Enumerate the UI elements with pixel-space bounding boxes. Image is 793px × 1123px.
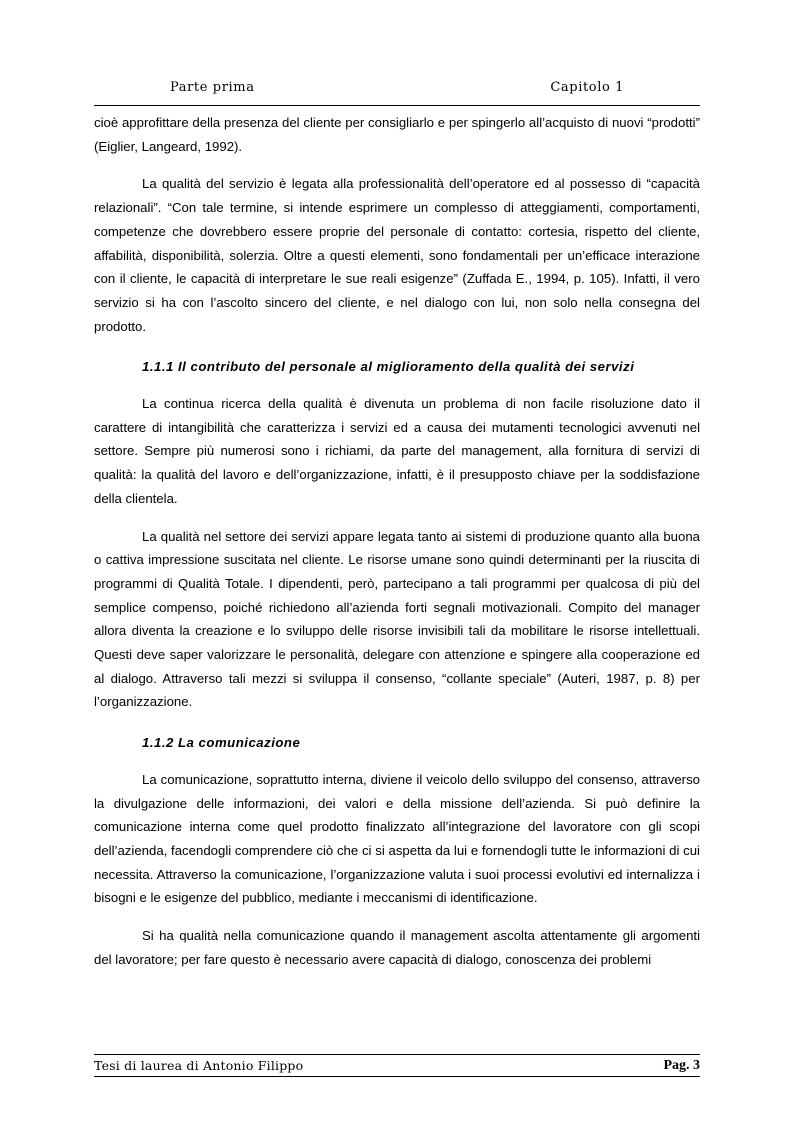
page-body	[94, 111, 700, 972]
paragraph: La continua ricerca della qualità è divenuta un problema di non facile risoluzione dato il carattere di intangibilità che caratterizza i servizi ed a causa dei mutamenti tecnologici avvenuti nel settore. Sempre più numerosi sono i richiami, da parte del management, alla fornitura di servizi di qualità: la qualità del lavoro e dell’organizzazione, infatti, è il presupposto chiave per la soddisfazione della clientela.	[94, 396, 700, 506]
footer-divider-bottom	[94, 1076, 700, 1077]
running-header	[94, 80, 700, 102]
footer-divider-top	[94, 1054, 700, 1055]
paragraph: La qualità nel settore dei servizi appare legata tanto ai sistemi di produzione quanto alla buona o cattiva impressione suscitata nel cliente. Le risorse umane sono quindi determinanti per la riuscita di programmi di Qualità Totale. I dipendenti, però, partecipano a tali programmi per qualcosa di più del semplice compenso, poiché richiedono all’azienda forti segnali motivazionali. Compito del manager allora diventa la creazione e lo sviluppo delle risorse invisibili tali da mobilitare le risorse intellettuali. Questi deve saper valorizzare le personalità, delegare con attenzione e spingere alla cooperazione ed al dialogo. Attraverso tali mezzi si sviluppa il consenso, “collante speciale” (Auteri, 1987, p. 8) per l’organizzazione.	[94, 528, 700, 710]
header-divider	[94, 105, 700, 106]
header-chapter-label: Capitolo 1	[550, 80, 624, 95]
paragraph: Si ha qualità nella comunicazione quando il management ascolta attentamente gli argomenti del lavoratore; per fare questo è necessario avere capacità di dialogo, conoscenza dei problemi	[94, 928, 700, 967]
paragraph-continuation: cioè approfittare della presenza del cliente per consigliarlo e per spingerlo all’acquisto di nuovi “prodotti” (Eiglier, Langeard, 1992).	[94, 115, 700, 154]
header-part-label: Parte prima	[170, 80, 255, 95]
section-heading-1-1-1: 1.1.1 Il contributo del personale al miglioramento della qualità dei servizi	[142, 359, 635, 375]
footer-thesis-label: Tesi di laurea di Antonio Filippo	[94, 1058, 304, 1073]
paragraph: La comunicazione, soprattutto interna, diviene il veicolo dello sviluppo del consenso, attraverso la divulgazione delle informazioni, dei valori e della missione dell’azienda. Si può definire la comunicazione interna come quel prodotto finalizzato all’integrazione del lavoratore con gli scopi dell’azienda, facendogli comprendere ciò che ci si aspetta da lui e fornendogli tutte le informazioni di cui necessita. Attraverso la comunicazione, l’organizzazione valuta i suoi processi evolutivi ed internalizza i bisogni e le esigenze del pubblico, mediante i meccanismi di identificazione.	[94, 771, 700, 906]
section-heading-1-1-2: 1.1.2 La comunicazione	[142, 735, 301, 751]
page-number: Pag. 3	[663, 1058, 700, 1073]
paragraph: La qualità del servizio è legata alla professionalità dell’operatore ed al possesso di “capacità relazionali”. “Con tale termine, si intende esprimere un complesso di atteggiamenti, comportamenti, competenze che dovrebbero essere proprie del personale di contatto: cortesia, rispetto del cliente, affabilità, disponibilità, solerzia. Oltre a questi elementi, sono fondamentali per un’efficace interazione con il cliente, le capacità di interpretare le sue reali esigenze” (Zuffada E., 1994, p. 105). Infatti, il vero servizio si ha con l’ascolto sincero del cliente, e nel dialogo con lui, non solo nella consegna del prodotto.	[94, 176, 700, 334]
